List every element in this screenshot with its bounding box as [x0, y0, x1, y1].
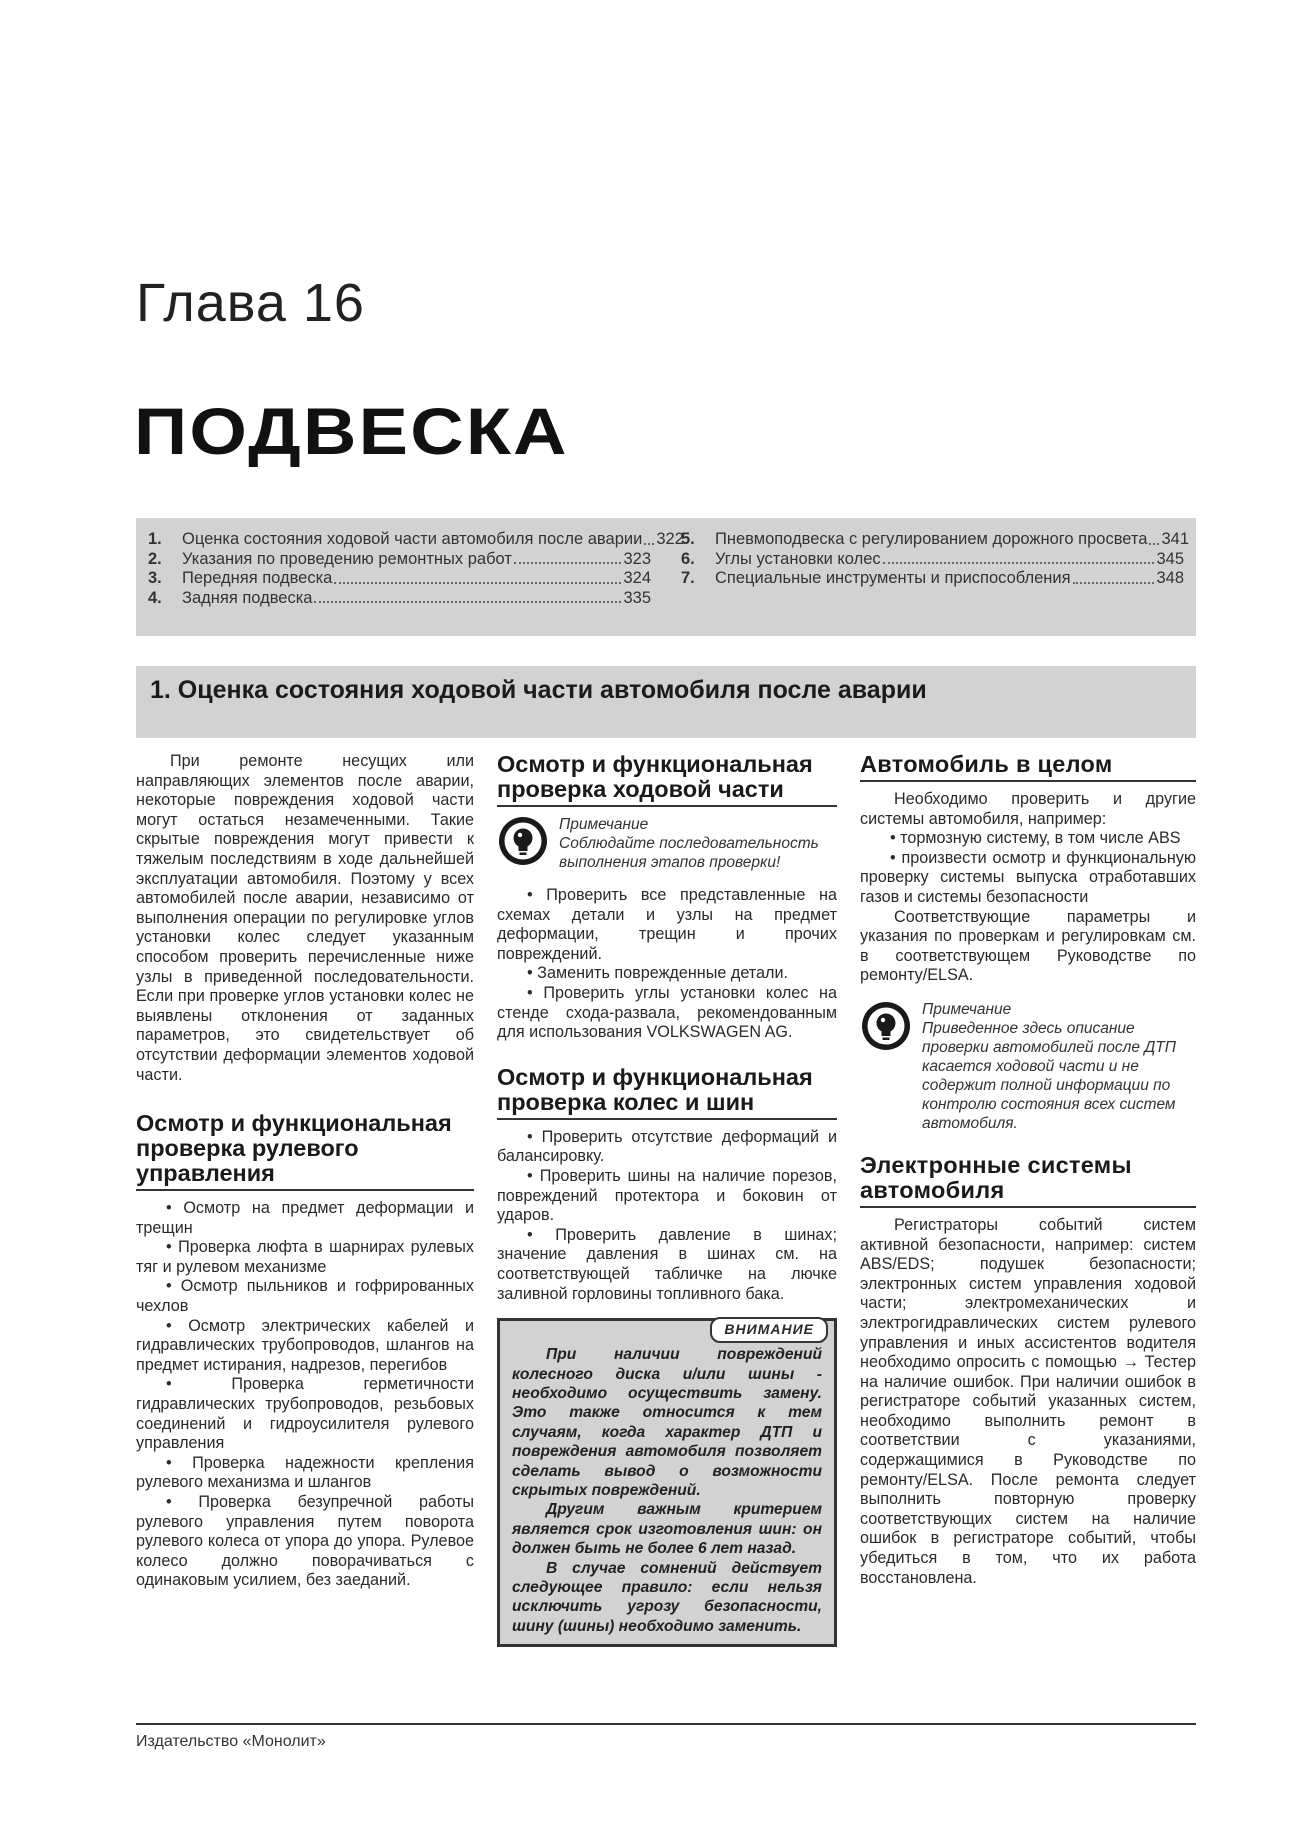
paragraph: Регистраторы событий систем активной безопасности, например: систем ABS/EDS; подушек безопасности; электронных систем управления ходовой части; электромеханических и электрогидравлических систем рулевого управления и иных ассистентов водителя необходимо опросить с помощью → Тестер на наличие ошибок. При наличии ошибок в регистраторе событий указанных систем, необходимо выполнить ремонт в соответствии с указаниями, содержащимися в Руководстве по ремонту/ELSA. После ремонта следует выполнить повторную проверку соответствующих систем на наличие ошибок в регистраторе событий, чтобы убедиться в том, что их работа восстановлена. [860, 1215, 1196, 1587]
table-of-contents [136, 518, 1196, 636]
toc-left-column [148, 530, 684, 636]
toc-item [148, 569, 651, 589]
paragraph: Соответствующие параметры и указания по проверкам и регулировкам см. в соответствующем Руководстве по ремонту/ELSA. [860, 907, 1196, 985]
toc-item [681, 569, 1184, 589]
warning-box [497, 1318, 837, 1647]
list-item: • Проверка надежности крепления рулевого механизма и шлангов [136, 1453, 474, 1492]
list-item: • Проверка герметичности гидравлических трубопроводов, резьбовых соединений и гидроусилителя рулевого управления [136, 1375, 474, 1453]
wheels-heading: Осмотр и функциональная проверка колес и шин [497, 1065, 837, 1120]
toc-item [681, 530, 1189, 550]
list-item: • Проверка безупречной работы рулевого управления путем поворота рулевого колеса от упора до упора. Рулевое колесо должно поворачиваться с одинаковым усилием, без заеданий. [136, 1493, 474, 1590]
electronics-heading: Электронные системы автомобиля [860, 1153, 1196, 1208]
note-label: Примечание [922, 1000, 1012, 1018]
toc-number: 5. [681, 530, 695, 548]
lightbulb-icon [860, 1000, 912, 1052]
paragraph: Необходимо проверить и другие системы автомобиля, например: [860, 790, 1196, 828]
steering-heading: Осмотр и функциональная проверка рулевого управления [136, 1111, 474, 1191]
note-text: Приведенное здесь описание проверки автомобилей после ДТП касается ходовой части и не содержит полной информации по контролю состояния всех систем автомобиля. [922, 1019, 1176, 1132]
toc-number: 4. [148, 588, 162, 607]
chapter-title: ПОДВЕСКА [134, 394, 569, 468]
note-label: Примечание [559, 816, 649, 833]
toc-number: 7. [681, 569, 695, 587]
publisher-footer: Издательство «Монолит» [136, 1733, 326, 1750]
list-item: • Проверить отсутствие деформаций и балансировку. [497, 1127, 837, 1166]
toc-page: 324 [623, 569, 651, 587]
toc-page: 341 [1161, 530, 1189, 548]
list-item: • произвести осмотр и функциональную проверку системы выпуска отработавших газов и системы безопасности [860, 848, 1196, 906]
warning-paragraph: В случае сомнений действует следующее правило: если нельзя исключить угрозу безопасности, шину (шины) необходимо заменить. [512, 1559, 822, 1635]
footer-divider [136, 1723, 1196, 1725]
section-heading: 1. Оценка состояния ходовой части автомобиля после аварии [136, 666, 1196, 738]
text-column-1 [136, 752, 474, 1591]
vehicle-heading: Автомобиль в целом [860, 752, 1196, 782]
toc-page: 335 [623, 588, 651, 607]
toc-number: 1. [148, 530, 162, 548]
toc-page: 345 [1156, 549, 1184, 568]
toc-leader [514, 562, 622, 564]
toc-title: Задняя подвеска [182, 588, 313, 607]
list-item: • Проверить углы установки колес на стенде схода-развала, рекомендованным для использования VOLKSWAGEN AG. [497, 983, 837, 1042]
toc-title: Передняя подвеска [182, 569, 333, 587]
note-block [497, 815, 837, 872]
toc-item [148, 589, 651, 609]
chapter-label: Глава 16 [136, 273, 365, 333]
warning-paragraph: При наличии повреждений колесного диска и/или шины - необходимо осуществить замену. Это также относится к тем случаям, когда характер ДТП и повреждения автомобиля позволяет сделать вывод о возможности скрытых повреждений. [512, 1346, 822, 1499]
chassis-heading: Осмотр и функциональная проверка ходовой части [497, 752, 837, 807]
list-item: • Проверить давление в шинах; значение давления в шинах см. на соответствующей табличке на лючке заливной горловины топливного бака. [497, 1225, 837, 1303]
list-item: • Осмотр электрических кабелей и гидравлических трубопроводов, шлангов на предмет истирания, надрезов, перегибов [136, 1316, 474, 1374]
toc-number: 3. [148, 569, 162, 587]
toc-title: Углы установки колес [715, 549, 881, 568]
text-column-3 [860, 752, 1196, 1588]
toc-title: Специальные инструменты и приспособления [715, 569, 1071, 587]
list-item: • Осмотр пыльников и гофрированных чехлов [136, 1277, 474, 1316]
lightbulb-icon [497, 815, 549, 867]
list-item: • Проверить все представленные на схемах детали и узлы на предмет деформации, трещин и прочих повреждений. [497, 886, 837, 963]
toc-leader [314, 601, 621, 603]
toc-title: Указания по проведению ремонтных работ [182, 549, 512, 568]
toc-title: Пневмоподвеска с регулированием дорожного просвета [715, 530, 1148, 548]
intro-paragraph: При ремонте несущих или направляющих элементов после аварии, некоторые повреждения ходовой части могут остаться незамеченными. Такие скрытые повреждения могут привести к тяжелым последствиям в ходе дальнейшей эксплуатации автомобиля. Поэтому у всех автомобилей после аварии, независимо от выполнения операции по регулировке углов установки колес следует указанным способом проверить перечисленные ниже узлы в приведенной последовательности. Если при проверке углов установки колес не выявлены отклонения от заданных параметров, это свидетельствует об отсутствии деформации элементов ходовой части. [136, 752, 474, 1084]
list-item: • тормозную систему, в том числе ABS [890, 829, 1181, 848]
note-text: Соблюдайте последовательность выполнения этапов проверки! [559, 835, 819, 871]
list-item: • Осмотр на предмет деформации и трещин [136, 1199, 474, 1237]
toc-item [681, 550, 1184, 570]
toc-leader [1073, 582, 1155, 584]
toc-item [148, 550, 651, 570]
note-block [860, 1000, 1196, 1133]
warning-paragraph: Другим важным критерием является срок изготовления шин: он должен быть не более 6 лет назад. [512, 1501, 822, 1558]
toc-number: 6. [681, 549, 695, 568]
toc-item [148, 530, 684, 550]
toc-page: 322 [656, 530, 684, 548]
toc-page: 323 [623, 549, 651, 568]
text-column-2 [497, 752, 837, 1647]
toc-leader [644, 543, 654, 545]
toc-leader [883, 562, 1155, 564]
toc-page: 348 [1156, 569, 1184, 587]
toc-number: 2. [148, 549, 162, 568]
warning-label: ВНИМАНИЕ [710, 1317, 828, 1343]
toc-title: Оценка состояния ходовой части автомобиля после аварии [182, 530, 643, 548]
toc-leader [334, 582, 621, 584]
list-item: • Проверка люфта в шарнирах рулевых тяг и рулевом механизме [136, 1238, 474, 1276]
toc-right-column [681, 530, 1189, 636]
toc-leader [1149, 543, 1159, 545]
list-item: • Заменить поврежденные детали. [527, 964, 789, 983]
list-item: • Проверить шины на наличие порезов, повреждений протектора и боковин от ударов. [497, 1166, 837, 1225]
